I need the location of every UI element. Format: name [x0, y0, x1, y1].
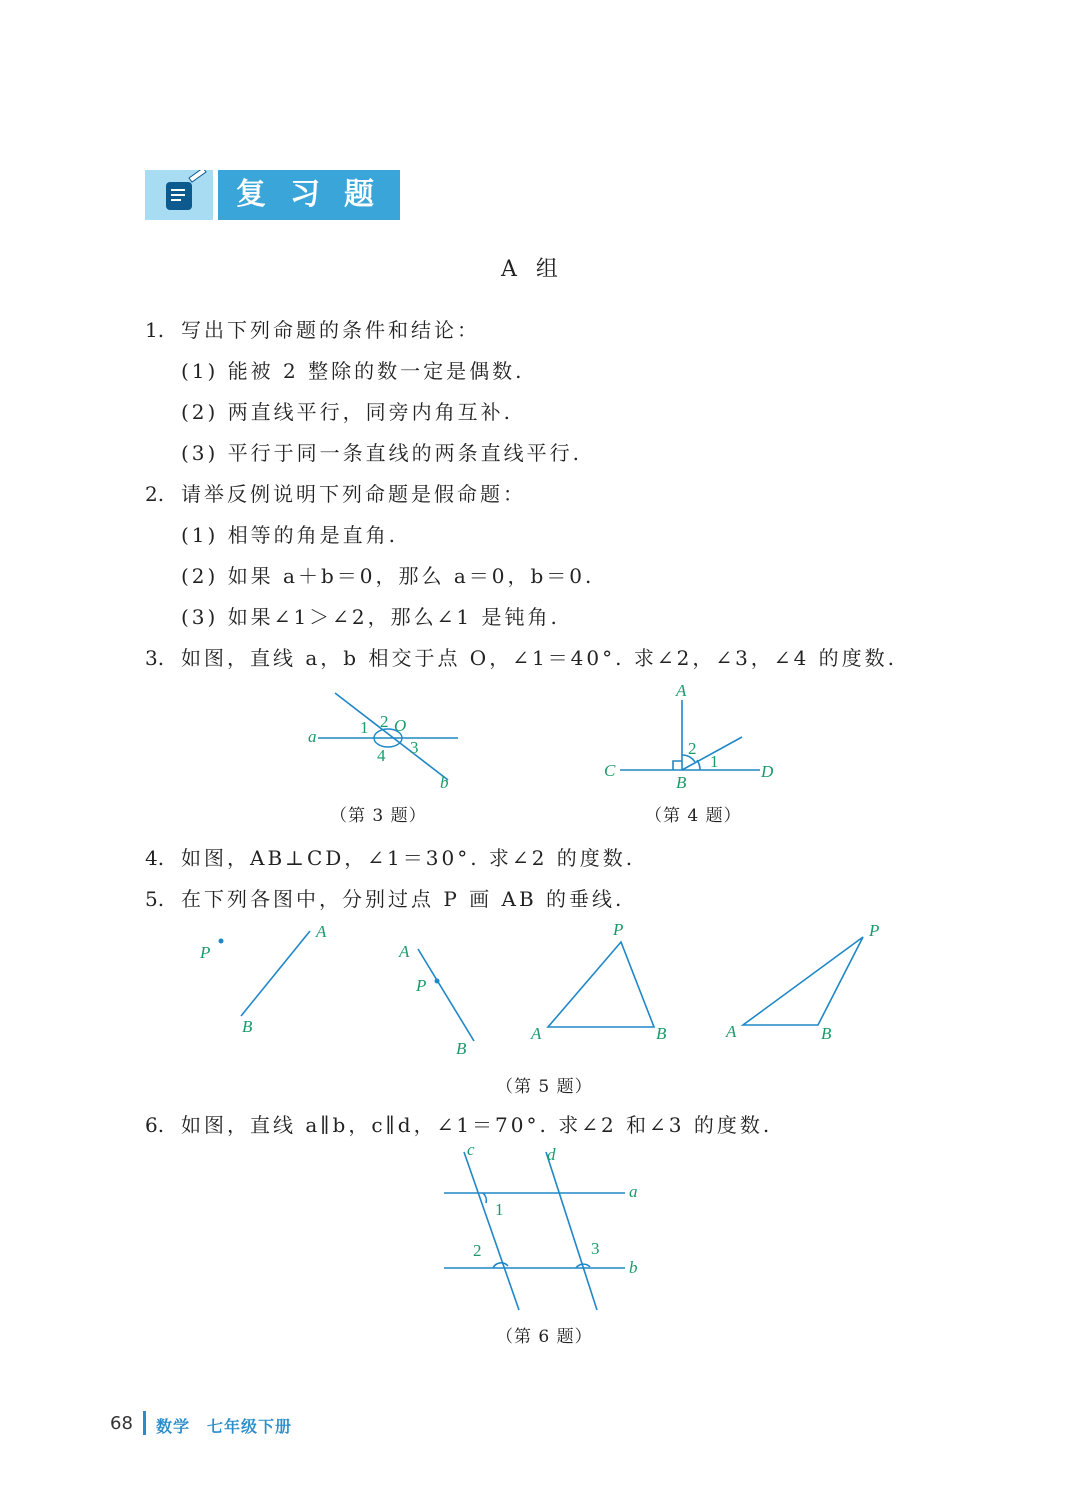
problem-1-text: 写出下列命题的条件和结论： — [181, 318, 480, 342]
fig4-label-1: 1 — [710, 752, 719, 771]
problem-2 — [145, 478, 526, 507]
problem-1-number: 1. — [145, 318, 165, 342]
fig5c-triangle — [548, 942, 654, 1027]
figure-3 — [300, 685, 480, 795]
fig4-label-C: C — [604, 761, 616, 780]
problem-1-item-1: (1) 能被 2 整除的数一定是偶数. — [181, 359, 525, 383]
fig5d-label-P: P — [869, 921, 880, 940]
problem-2-text: 请举反例说明下列命题是假命题： — [181, 482, 526, 506]
problem-4 — [145, 842, 635, 871]
fig5c-label-A: A — [531, 1024, 542, 1043]
fig5b-segment-AB — [418, 949, 474, 1041]
fig4-label-D: D — [761, 762, 774, 781]
pencil-notebook-icon — [145, 170, 213, 220]
fig6-label-2: 2 — [473, 1241, 482, 1260]
problem-3 — [145, 642, 897, 671]
header-icon-background — [145, 170, 213, 220]
fig5a-label-P: P — [200, 943, 211, 962]
fig4-angle-1-arc — [697, 760, 700, 770]
problem-4-text: 如图，AB⊥CD，∠1＝30°. 求∠2 的度数. — [181, 846, 636, 870]
figure-6-caption: （第 6 题） — [496, 1327, 593, 1347]
figure-6 — [435, 1140, 655, 1320]
book-title: 数学 七年级下册 — [156, 1417, 293, 1436]
fig6-label-a: a — [629, 1182, 638, 1201]
fig3-label-4: 4 — [377, 746, 386, 765]
problem-3-number: 3. — [145, 646, 165, 670]
fig4-label-B: B — [676, 773, 687, 792]
fig4-right-angle-mark — [673, 761, 682, 770]
fig3-line-b — [335, 693, 448, 780]
problem-1-item-2: (2) 两直线平行，同旁内角互补. — [181, 400, 514, 424]
fig6-angle-1-arc — [483, 1193, 486, 1203]
fig5d-label-A: A — [726, 1022, 737, 1041]
problem-2-item-2: (2) 如果 a＋b＝0，那么 a＝0，b＝0. — [181, 564, 595, 588]
figure-4-caption: （第 4 题） — [645, 806, 742, 826]
fig5c-label-B: B — [656, 1024, 667, 1043]
group-title: A 组 — [501, 257, 564, 282]
fig6-label-d: d — [547, 1145, 556, 1164]
figure-3-caption: （第 3 题） — [330, 806, 427, 826]
fig3-label-a: a — [308, 727, 317, 746]
problem-3-text: 如图，直线 a，b 相交于点 O，∠1＝40°. 求∠2，∠3，∠4 的度数. — [181, 646, 898, 670]
fig5b-point-P — [435, 979, 440, 984]
figure-5-caption: （第 5 题） — [496, 1077, 593, 1097]
section-title: 复习题 — [236, 177, 398, 212]
fig5c-label-P: P — [613, 920, 624, 939]
fig5d-label-B: B — [821, 1024, 832, 1043]
fig4-label-A: A — [676, 681, 687, 700]
fig5a-segment-AB — [241, 931, 310, 1016]
fig3-label-3: 3 — [410, 738, 419, 757]
problem-1 — [145, 314, 480, 343]
fig6-label-1: 1 — [495, 1200, 504, 1219]
figure-5 — [180, 915, 900, 1065]
fig3-label-b: b — [440, 773, 449, 792]
fig6-label-3: 3 — [591, 1239, 600, 1258]
problem-2-item-3: (3) 如果∠1＞∠2，那么∠1 是钝角. — [181, 605, 560, 629]
problem-4-number: 4. — [145, 846, 165, 870]
fig3-label-1: 1 — [360, 718, 369, 737]
figure-4 — [600, 680, 790, 795]
fig5b-label-A: A — [399, 942, 410, 961]
problem-6-number: 6. — [145, 1113, 165, 1137]
fig5b-label-P: P — [416, 976, 427, 995]
fig4-label-2: 2 — [688, 739, 697, 758]
fig6-label-c: c — [467, 1140, 475, 1159]
problem-2-number: 2. — [145, 482, 165, 506]
problem-2-item-1: (1) 相等的角是直角. — [181, 523, 399, 547]
page-number: 68 — [110, 1413, 133, 1434]
fig3-label-2: 2 — [380, 712, 389, 731]
footer-divider — [143, 1411, 146, 1435]
fig6-line-c — [464, 1152, 519, 1310]
fig5a-label-B: B — [242, 1017, 253, 1036]
problem-5 — [145, 883, 624, 912]
fig5a-point-P — [219, 939, 224, 944]
fig5d-triangle — [743, 937, 863, 1025]
fig6-label-b: b — [629, 1258, 638, 1277]
fig6-line-d — [546, 1152, 597, 1310]
problem-6 — [145, 1109, 772, 1138]
problem-6-text: 如图，直线 a∥b，c∥d，∠1＝70°. 求∠2 和∠3 的度数. — [181, 1113, 773, 1137]
fig5b-label-B: B — [456, 1039, 467, 1058]
problem-1-item-3: (3) 平行于同一条直线的两条直线平行. — [181, 441, 583, 465]
problem-5-text: 在下列各图中，分别过点 P 画 AB 的垂线. — [181, 887, 625, 911]
fig3-label-O: O — [394, 716, 407, 735]
problem-5-number: 5. — [145, 887, 165, 911]
fig5a-label-A: A — [316, 922, 327, 941]
